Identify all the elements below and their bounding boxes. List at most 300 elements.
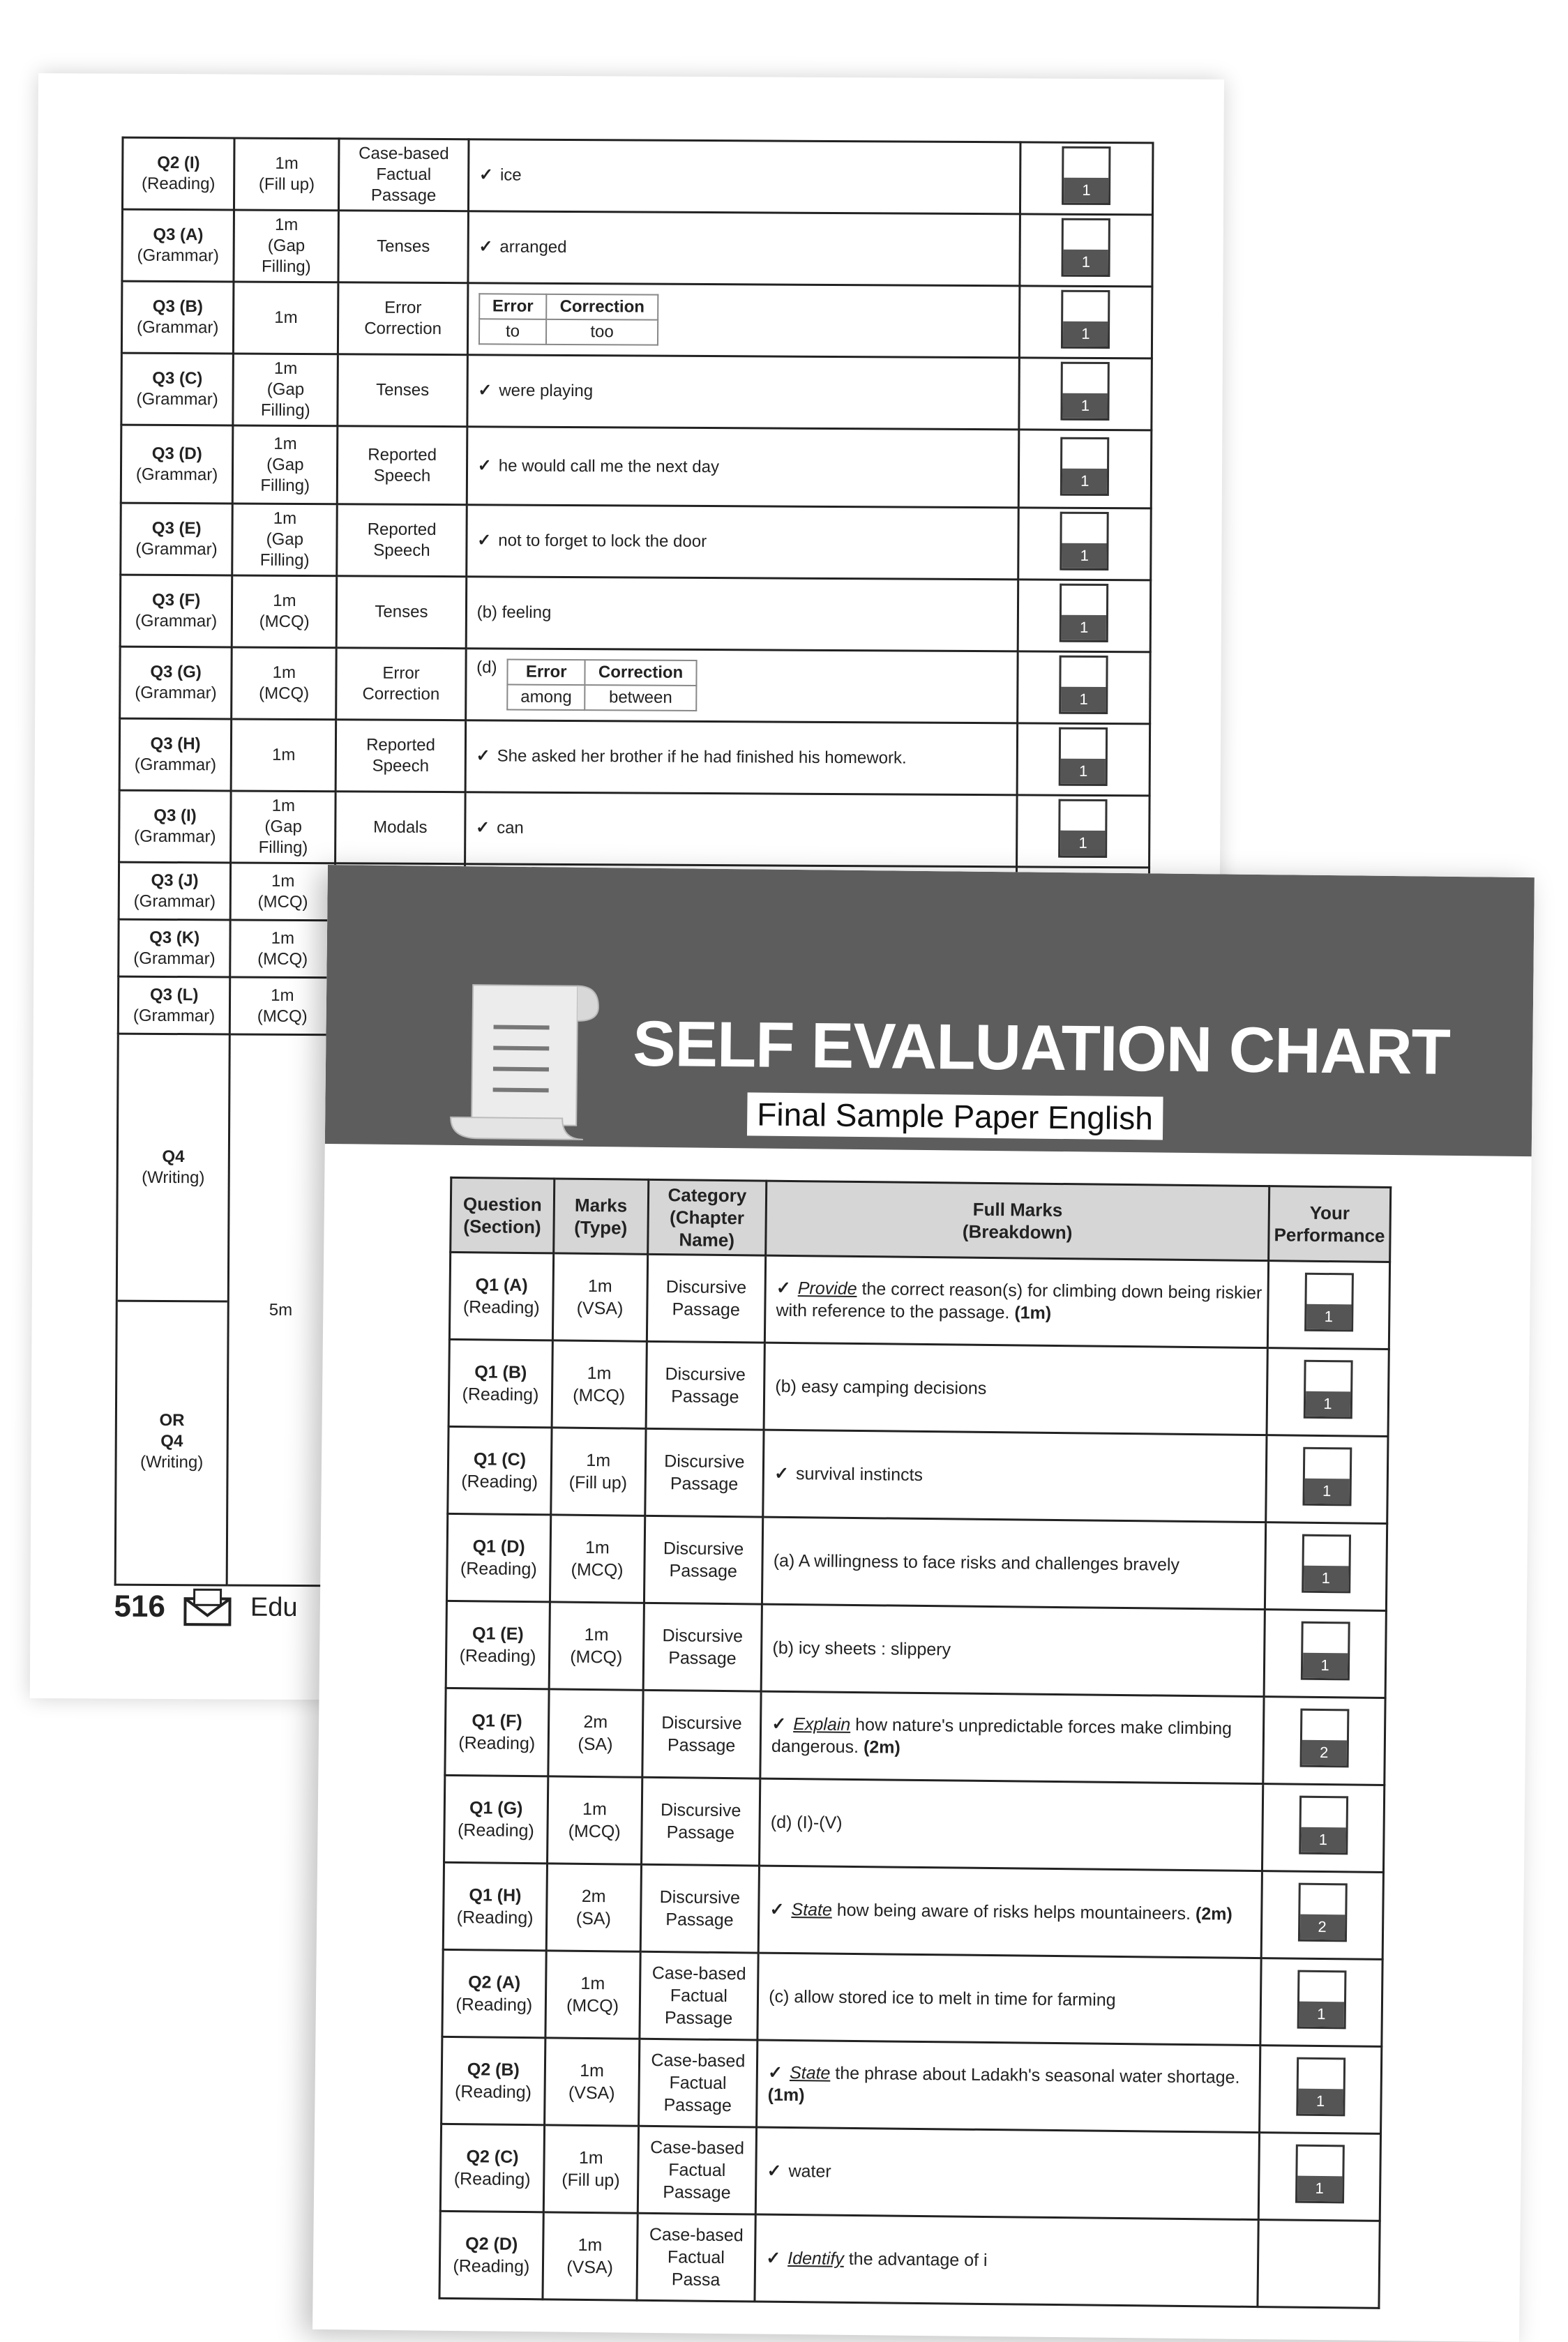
- score-box[interactable]: [1059, 727, 1108, 786]
- score-box[interactable]: [1296, 2057, 1345, 2117]
- answer-text: (c) allow stored ice to melt in time for farming: [769, 1986, 1116, 2010]
- cell-line: Reported: [366, 735, 435, 755]
- cell-line: Discursive: [660, 1800, 741, 1821]
- score-box[interactable]: [1302, 1534, 1351, 1594]
- question-cell: [448, 1426, 552, 1515]
- question-section: (Grammar): [133, 1006, 216, 1025]
- cell-line: Error: [384, 298, 422, 317]
- cell-line: Factual: [667, 2247, 725, 2268]
- question-section: (Grammar): [135, 611, 218, 631]
- question-section: (Reading): [462, 1297, 540, 1318]
- category-cell: [336, 648, 466, 720]
- cell-line: Passage: [666, 1822, 735, 1843]
- marks-cell: [552, 1253, 647, 1341]
- answer-text: the advantage of i: [843, 2249, 988, 2271]
- cell-line: Speech: [373, 466, 431, 485]
- category-cell: [639, 1951, 758, 2040]
- cell-line: 1m: [271, 871, 295, 891]
- check-icon: ✓: [767, 2161, 782, 2181]
- score-box[interactable]: [1302, 1447, 1352, 1506]
- question-id: Q1 (B): [474, 1362, 527, 1383]
- header-category: Category (Chapter Name): [647, 1179, 767, 1255]
- score-box[interactable]: [1300, 1622, 1350, 1681]
- score-value: 2: [1302, 1740, 1346, 1766]
- marks-cell: [232, 425, 338, 504]
- score-value: 1: [1064, 178, 1108, 203]
- cell-line: 1m: [272, 663, 296, 682]
- cell-line: 1m: [271, 796, 296, 815]
- instruction-verb: State: [789, 2063, 831, 2083]
- marks-cell: [550, 1515, 644, 1603]
- answer-text: (b) feeling: [476, 603, 552, 622]
- answer-cell: [760, 1778, 1263, 1871]
- check-icon: ✓: [477, 455, 492, 475]
- question-id: Q3 (H): [150, 734, 201, 754]
- score-value: 1: [1299, 2002, 1343, 2027]
- answer-text: (b) easy camping decisions: [775, 1376, 987, 1398]
- marks-cell: [232, 647, 337, 720]
- check-icon: ✓: [475, 818, 490, 838]
- score-box[interactable]: [1060, 512, 1109, 571]
- cell-line: Passage: [663, 2095, 732, 2116]
- question-cell: [446, 1601, 550, 1689]
- question-section: (Reading): [457, 1820, 534, 1841]
- question-cell: [118, 976, 230, 1034]
- scroll-icon: [444, 978, 606, 1147]
- cell-line: Passage: [667, 1735, 736, 1756]
- performance-cell: [1266, 1435, 1388, 1524]
- score-value: 1: [1062, 687, 1106, 712]
- q4-or-block: [116, 1302, 227, 1582]
- cell-line: (Fill up): [568, 1472, 628, 1493]
- table-row: [446, 1513, 1387, 1610]
- score-box[interactable]: [1058, 799, 1107, 858]
- cell-line: Passage: [663, 2182, 731, 2203]
- question-id: Q3 (C): [152, 368, 203, 388]
- score-box[interactable]: [1061, 290, 1110, 349]
- question-id: Q3 (I): [153, 806, 197, 826]
- table-row: [445, 1688, 1385, 1785]
- cell-line: (Fill up): [561, 2170, 620, 2191]
- header-row: [451, 1177, 1391, 1262]
- category-cell: [339, 139, 469, 211]
- question-cell: [440, 2124, 544, 2212]
- question-id: Q2 (A): [468, 1972, 521, 1993]
- cell-line: Filling): [259, 550, 310, 571]
- table-row: [122, 137, 1153, 215]
- cell-line: 1m: [578, 2147, 603, 2168]
- mini-header: [479, 294, 658, 319]
- category-cell: [336, 792, 465, 864]
- performance-cell: [1262, 1784, 1384, 1873]
- question-cell: [121, 353, 234, 425]
- question-section: (Reading): [460, 1559, 537, 1580]
- score-box[interactable]: [1060, 656, 1108, 714]
- marks-cell: [230, 920, 336, 978]
- cell-line: (Gap: [264, 817, 302, 836]
- instruction-verb: Identify: [787, 2249, 845, 2269]
- category-cell: [644, 1428, 764, 1517]
- marks-cell: [234, 210, 339, 282]
- question-section: (Writing): [140, 1452, 204, 1472]
- marks-note: (2m): [858, 1737, 900, 1758]
- cell-line: Passa: [671, 2269, 721, 2290]
- table-row: [121, 353, 1152, 430]
- score-box[interactable]: [1061, 362, 1110, 421]
- cell-line: Discursive: [664, 1451, 745, 1472]
- performance-cell: [1263, 1697, 1385, 1785]
- table-row: [122, 209, 1153, 287]
- cell-line: Correction: [362, 684, 440, 704]
- question-section: (Grammar): [136, 317, 219, 338]
- question-cell: [119, 919, 231, 977]
- cell-line: Tenses: [377, 236, 430, 256]
- performance-cell: [1018, 430, 1152, 508]
- question-section: (Reading): [456, 1907, 534, 1928]
- question-cell: [444, 1775, 548, 1864]
- table-row: [448, 1426, 1388, 1523]
- self-evaluation-table: [438, 1177, 1392, 2309]
- answer-cell: [761, 1604, 1265, 1697]
- cell-line: Passage: [370, 186, 437, 205]
- cell-line: Reported: [368, 444, 437, 464]
- table-row: [121, 425, 1152, 508]
- page-subtitle: Final Sample Paper English: [747, 1092, 1163, 1140]
- marks-cell: [546, 1864, 641, 1951]
- table-row: [448, 1339, 1389, 1436]
- brand-name: Edu: [250, 1592, 298, 1622]
- category-cell: [644, 1516, 763, 1604]
- cell-line: Passage: [669, 1561, 738, 1582]
- cell-line: Passage: [665, 1910, 734, 1931]
- answer-text: She asked her brother if he had finished his homework.: [497, 746, 907, 768]
- mini-row: [479, 319, 658, 345]
- cell-line: (MCQ): [570, 1647, 623, 1668]
- question-cell: [442, 1949, 546, 2038]
- cell-line: (Gap: [266, 379, 305, 400]
- cell-line: (VSA): [568, 2083, 615, 2103]
- instruction-verb: Provide: [797, 1278, 857, 1299]
- category-cell: [338, 282, 468, 355]
- marks-cell: [234, 138, 340, 211]
- cell-line: (SA): [578, 1734, 613, 1755]
- marks-cell: [552, 1340, 647, 1428]
- answer-text: ice: [499, 165, 522, 185]
- score-value: 1: [1062, 468, 1107, 493]
- marks-cell: [234, 282, 339, 354]
- table-row: [440, 2124, 1380, 2221]
- score-value: 1: [1305, 1391, 1350, 1417]
- question-id: Q1 (E): [472, 1624, 524, 1644]
- score-value: 1: [1302, 1653, 1347, 1679]
- cell-line: Filling): [258, 838, 308, 858]
- marks-cell: [233, 354, 338, 426]
- check-icon: ✓: [771, 1714, 787, 1734]
- score-box[interactable]: [1295, 2145, 1344, 2204]
- score-value: 1: [1298, 2089, 1343, 2115]
- category-cell: [337, 504, 467, 577]
- answer-cell: [465, 792, 1017, 867]
- cell-line: Passage: [664, 2008, 733, 2029]
- answer-cell: [468, 139, 1020, 214]
- category-cell: [640, 1864, 760, 1953]
- question-section: (Grammar): [133, 949, 216, 968]
- cell-line: (MCQ): [568, 1821, 621, 1842]
- category-cell: [647, 1254, 766, 1343]
- cell-line: 1m: [273, 508, 297, 528]
- question-id: Q4: [162, 1147, 185, 1167]
- answer-cell: [764, 1343, 1267, 1435]
- score-box[interactable]: [1062, 146, 1110, 205]
- cell-line: (MCQ): [257, 1006, 308, 1026]
- question-id: Q3 (L): [149, 985, 199, 1004]
- error-correction-table: [506, 659, 697, 711]
- header-performance: Your Performance: [1269, 1186, 1391, 1262]
- score-value: 1: [1062, 615, 1106, 640]
- mini-header-cell: Error: [507, 660, 585, 686]
- performance-cell: [1258, 2220, 1380, 2309]
- score-value: 1: [1061, 759, 1106, 784]
- answer-cell: [765, 1255, 1269, 1348]
- table-row: [446, 1601, 1386, 1698]
- error-correction-table: [478, 293, 658, 345]
- question-id: Q1 (H): [469, 1885, 522, 1905]
- cell-line: (MCQ): [257, 949, 308, 969]
- cell-line: Factual: [669, 2073, 727, 2094]
- score-box[interactable]: [1299, 1796, 1348, 1855]
- score-box[interactable]: [1060, 584, 1108, 642]
- cell-line: 1m: [587, 1276, 612, 1297]
- header-marks: Marks (Type): [554, 1179, 649, 1254]
- check-icon: ✓: [478, 381, 492, 400]
- check-icon: ✓: [766, 2248, 781, 2268]
- cell-line: 1m: [587, 1363, 612, 1384]
- marks-cell: [544, 2038, 639, 2126]
- answer-text: (a) A willingness to face risks and challenges bravely: [773, 1550, 1180, 1575]
- answer-text: (b) icy sheets : slippery: [772, 1638, 951, 1660]
- answer-cell: [467, 355, 1020, 430]
- cell-line: Discursive: [665, 1277, 747, 1298]
- performance-cell: [1016, 795, 1149, 868]
- table-row: [442, 2037, 1382, 2133]
- check-icon: ✓: [478, 237, 493, 257]
- score-value: 2: [1299, 1914, 1344, 1940]
- marks-note: (1m): [767, 2085, 805, 2106]
- question-id: Q3 (F): [151, 590, 201, 610]
- mini-header-cell: Error: [479, 294, 547, 319]
- mini-cell: between: [585, 685, 697, 711]
- cell-line: Passage: [672, 1299, 740, 1320]
- cell-line: Reported: [367, 520, 437, 539]
- table-row: [439, 2211, 1380, 2308]
- category-cell: [336, 720, 466, 792]
- cell-line: 1m: [271, 928, 295, 948]
- mini-cell: among: [507, 685, 585, 711]
- cell-line: 1m: [584, 1624, 609, 1645]
- question-id: Q2 (I): [157, 153, 200, 173]
- question-id: Q1 (F): [472, 1711, 522, 1731]
- answer-text: the phrase about Ladakh's seasonal water shortage.: [830, 2063, 1240, 2087]
- cell-line: Passage: [671, 1387, 739, 1407]
- cell-line: 1m: [586, 1450, 611, 1471]
- cell-line: Discursive: [661, 1713, 742, 1734]
- question-section: (Reading): [461, 1472, 538, 1493]
- category-cell: [338, 354, 467, 427]
- cell-line: (SA): [575, 1908, 612, 1929]
- question-section: (Reading): [142, 174, 216, 194]
- performance-cell: [1267, 1261, 1389, 1350]
- answer-text: the correct reason(s) for climbing down being riskier with reference to the passage.: [776, 1278, 1262, 1323]
- answer-text: arranged: [499, 237, 567, 257]
- table-row: [119, 718, 1150, 796]
- question-id: Q1 (G): [469, 1798, 523, 1818]
- cell-line: 2m: [583, 1712, 608, 1732]
- question-id: Q2 (C): [466, 2147, 519, 2167]
- cell-line: 1m: [273, 358, 298, 378]
- answer-cell: [466, 577, 1018, 651]
- answer-cell: [755, 2127, 1259, 2220]
- question-section: (Reading): [453, 2256, 530, 2277]
- cell-line: Case-based: [359, 144, 449, 164]
- category-cell: [338, 211, 468, 283]
- cell-line: 1m: [585, 1537, 610, 1558]
- score-box[interactable]: [1060, 437, 1109, 495]
- check-icon: ✓: [477, 531, 492, 550]
- page-footer: [114, 1587, 297, 1627]
- performance-cell: [1017, 651, 1150, 724]
- cell-line: Case-based: [651, 1963, 746, 1984]
- mini-cell: to: [479, 319, 547, 345]
- question-id: Q1 (A): [475, 1275, 528, 1296]
- check-icon: ✓: [476, 746, 490, 766]
- category-cell: [642, 1690, 761, 1778]
- question-section: (Reading): [454, 2082, 532, 2103]
- question-cell: [448, 1339, 552, 1428]
- performance-cell: [1260, 2046, 1382, 2134]
- cell-line: Factual: [668, 2160, 726, 2181]
- question-cell: [120, 575, 232, 647]
- cell-line: Discursive: [665, 1364, 746, 1385]
- answer-text: how being aware of risks helps mountaineers.: [831, 1900, 1191, 1924]
- cell-line: 1m: [271, 745, 296, 764]
- page-title: SELF EVALUATION CHART: [632, 1008, 1451, 1088]
- table-row: [449, 1252, 1389, 1349]
- mini-header-cell: Correction: [547, 294, 658, 320]
- score-value: 1: [1061, 831, 1106, 856]
- or-label: OR: [159, 1410, 185, 1430]
- performance-cell: [1018, 580, 1151, 652]
- question-cell: [119, 790, 232, 863]
- front-page: [312, 865, 1535, 2342]
- table-row: [443, 1862, 1383, 1959]
- cell-line: Filling): [260, 400, 310, 421]
- question-id: Q4: [160, 1431, 183, 1451]
- cell-line: Tenses: [375, 602, 428, 621]
- score-box[interactable]: [1299, 1709, 1349, 1768]
- question-cell: [115, 1034, 229, 1585]
- table-row: [442, 1949, 1382, 2046]
- question-section: (Reading): [459, 1646, 536, 1667]
- cell-line: (VSA): [576, 1298, 624, 1319]
- question-cell: [446, 1513, 550, 1602]
- question-cell: [119, 862, 231, 920]
- question-id: Q3 (G): [150, 662, 202, 682]
- cell-line: Correction: [364, 319, 442, 339]
- question-cell: [449, 1252, 553, 1340]
- mini-cell: too: [546, 319, 658, 345]
- question-cell: [445, 1688, 549, 1776]
- answer-text: can: [497, 818, 524, 838]
- score-value: 1: [1301, 1827, 1345, 1853]
- performance-cell: [1267, 1348, 1389, 1437]
- question-id: Q3 (J): [151, 870, 199, 890]
- question-cell: [122, 137, 234, 210]
- cell-line: 2m: [581, 1886, 606, 1907]
- question-id: Q3 (K): [149, 928, 200, 947]
- answer-cell: [465, 720, 1018, 795]
- cell-line: (MCQ): [573, 1385, 626, 1406]
- performance-cell: [1258, 2133, 1380, 2221]
- check-icon: ✓: [774, 1463, 790, 1483]
- check-icon: ✓: [767, 2062, 783, 2083]
- category-cell: [337, 576, 467, 649]
- cell-line: Factual: [376, 165, 432, 184]
- question-id: Q3 (D): [151, 444, 202, 463]
- cell-line: Tenses: [376, 380, 430, 400]
- cell-line: (MCQ): [571, 1559, 624, 1580]
- question-cell: [439, 2211, 543, 2299]
- question-cell: [120, 647, 232, 719]
- question-section: (Grammar): [135, 539, 218, 559]
- question-id: Q3 (B): [152, 296, 203, 317]
- option-label: (d): [476, 658, 497, 677]
- envelope-icon: [183, 1587, 232, 1626]
- score-box[interactable]: [1297, 1883, 1347, 1942]
- cell-line: Speech: [372, 756, 430, 776]
- instruction-verb: Explain: [793, 1714, 851, 1735]
- performance-cell: [1019, 286, 1152, 358]
- answer-cell: [763, 1430, 1267, 1523]
- cell-line: (Gap: [266, 529, 304, 549]
- question-id: Q2 (B): [467, 2060, 520, 2080]
- question-section: (Grammar): [134, 755, 217, 775]
- performance-cell: [1019, 358, 1152, 430]
- question-cell: [121, 281, 234, 354]
- performance-cell: [1261, 1871, 1383, 1960]
- question-id: Q3 (E): [151, 518, 202, 538]
- question-section: (Reading): [462, 1384, 539, 1405]
- marks-note: (1m): [1009, 1303, 1052, 1323]
- cell-line: (MCQ): [259, 683, 310, 704]
- score-value: 1: [1064, 250, 1108, 275]
- score-box[interactable]: [1303, 1360, 1352, 1419]
- cell-line: Case-based: [649, 2224, 744, 2246]
- cell-line: 1m: [273, 591, 296, 610]
- answer-text: not to forget to lock the door: [498, 531, 707, 552]
- table-row: [119, 790, 1150, 868]
- marks-cell: [231, 791, 336, 863]
- question-section: (Grammar): [134, 826, 216, 847]
- score-box[interactable]: [1062, 218, 1110, 277]
- cell-line: 1m: [580, 1973, 605, 1994]
- score-box[interactable]: [1297, 1970, 1346, 2030]
- mini-header-cell: Correction: [585, 660, 697, 686]
- score-box[interactable]: [1304, 1273, 1354, 1332]
- cell-line: (Fill up): [258, 174, 315, 195]
- performance-cell: [1264, 1610, 1386, 1698]
- marks-cell: [232, 575, 337, 648]
- cell-line: Passage: [670, 1474, 739, 1495]
